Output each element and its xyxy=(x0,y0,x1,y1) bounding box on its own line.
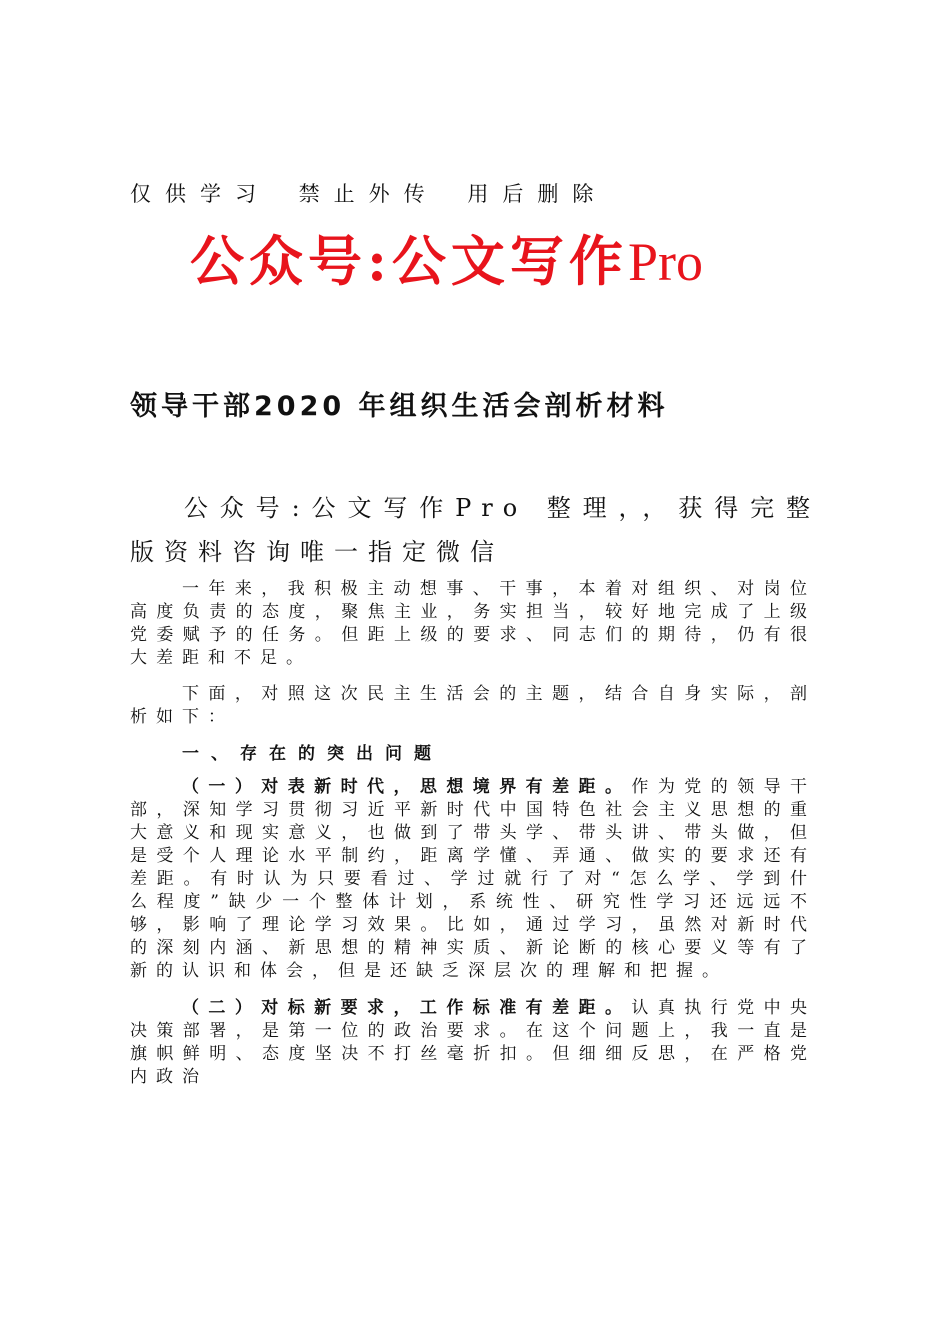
document-title: 领导干部2020 年组织生活会剖析材料 xyxy=(130,391,669,422)
item-2-lead: （二）对标新要求，工作标准有差距。 xyxy=(182,997,632,1018)
distribution-notice: 仅供学习 禁止外传 用后删除 xyxy=(130,182,608,206)
banner-cn-text: 公众号:公文写作 xyxy=(190,229,628,293)
item-1-lead: （一）对表新时代，思想境界有差距。 xyxy=(182,776,632,797)
item-2-body: 认真执行党中央决策部署，是第一位的政治要求。在这个问题上，我一直是旗帜鲜明、态度坚决不打丝毫折扣。但细细反思，在严格党内政治 xyxy=(130,997,816,1087)
wechat-account-banner xyxy=(190,226,703,297)
item-1-paragraph xyxy=(130,776,816,984)
item-1-body: 作为党的领导干部，深知学习贯彻习近平新时代中国特色社会主义思想的重大意义和现实意义，也做到了带头学、带头讲、带头做，但是受个人理论水平制约，距离学懂、弄通、做实的要求还有差距。有时认为只要看过、学过就行了对“怎么学、学到什么程度”缺少一个整体计划，系统性、研究性学习还远远不够，影响了理论学习效果。比如，通过学习，虽然对新时代的深刻内涵、新思想的精神实质、新论断的核心要义等有了新的认识和体会，但是还缺乏深层次的理解和把握。 xyxy=(130,776,816,982)
intro-paragraph: 一年来，我积极主动想事、干事，本着对组织、对岗位高度负责的态度，聚焦主业，务实担当，较好地完成了上级党委赋予的任务。但距上级的要求、同志们的期待，仍有很大差距和不足。 xyxy=(130,579,816,669)
source-line xyxy=(130,486,820,574)
item-2-paragraph xyxy=(130,997,816,1089)
banner-latin-text: Pro xyxy=(627,232,703,292)
document-body xyxy=(130,578,816,1102)
source-line-text: 公众号:公文写作Pro 整理，，获得完整版资料咨询唯一指定微信 xyxy=(130,494,820,566)
section-heading: 一、存在的突出问题 xyxy=(182,743,443,764)
analysis-paragraph: 下面，对照这次民主生活会的主题，结合自身实际，剖析如下： xyxy=(130,684,816,728)
